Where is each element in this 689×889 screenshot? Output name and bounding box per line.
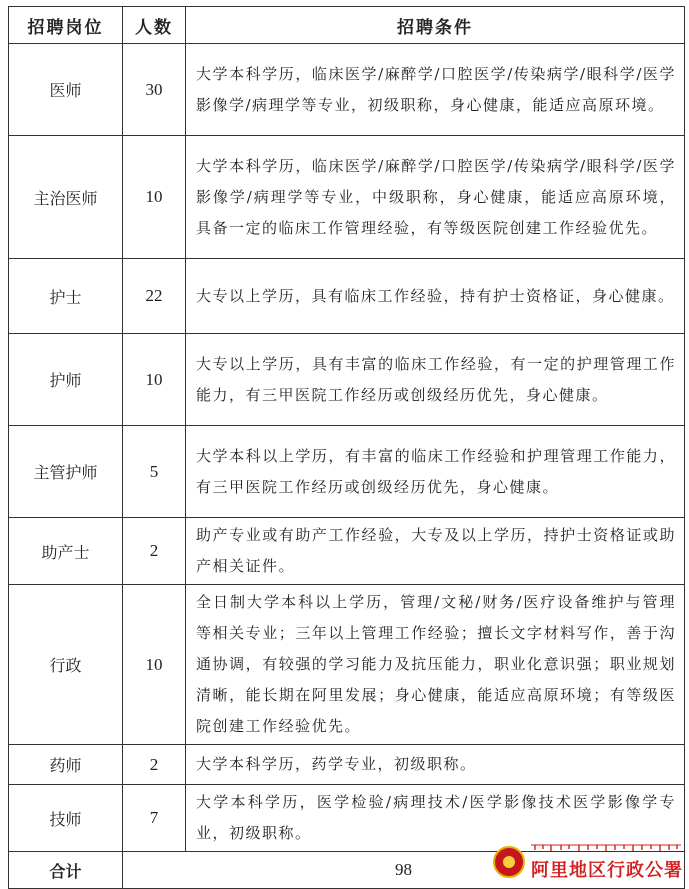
requirements-cell: 大专以上学历，具有丰富的临床工作经验，有一定的护理管理工作能力，有三甲医院工作经历或创级经历优先，身心健康。 xyxy=(186,334,685,426)
requirements-cell: 大学本科以上学历，有丰富的临床工作经验和护理管理工作能力，有三甲医院工作经历或创级经历优先，身心健康。 xyxy=(186,426,685,518)
count-cell: 2 xyxy=(123,518,186,585)
table-row xyxy=(9,426,685,518)
recruitment-table xyxy=(8,6,685,889)
count-cell: 2 xyxy=(123,745,186,785)
position-cell: 医师 xyxy=(9,44,123,136)
header-count: 人数 xyxy=(123,7,186,44)
table-row xyxy=(9,585,685,745)
count-cell: 10 xyxy=(123,585,186,745)
position-cell: 主管护师 xyxy=(9,426,123,518)
table-row xyxy=(9,518,685,585)
count-cell: 7 xyxy=(123,785,186,852)
count-cell: 22 xyxy=(123,259,186,334)
table-row xyxy=(9,259,685,334)
watermark xyxy=(493,842,683,880)
watermark-text: 阿里地区行政公署 xyxy=(531,860,683,881)
position-cell: 药师 xyxy=(9,745,123,785)
table-row xyxy=(9,44,685,136)
requirements-cell: 大学本科学历，药学专业，初级职称。 xyxy=(186,745,685,785)
header-position: 招聘岗位 xyxy=(9,7,123,44)
count-cell: 30 xyxy=(123,44,186,136)
total-value: 98 xyxy=(123,852,685,889)
requirements-cell: 大学本科学历，临床医学/麻醉学/口腔医学/传染病学/眼科学/医学影像学/病理学等专业，中级职称，身心健康，能适应高原环境，具备一定的临床工作管理经验，有等级医院创建工作经验优先。 xyxy=(186,136,685,259)
national-emblem-icon xyxy=(493,846,525,878)
position-cell: 护师 xyxy=(9,334,123,426)
count-cell: 10 xyxy=(123,334,186,426)
position-cell: 主治医师 xyxy=(9,136,123,259)
total-label: 合计 xyxy=(9,852,123,889)
position-cell: 行政 xyxy=(9,585,123,745)
count-cell: 10 xyxy=(123,136,186,259)
table-header-row xyxy=(9,7,685,44)
position-cell: 助产士 xyxy=(9,518,123,585)
tibetan-script-line xyxy=(531,842,681,852)
table-row xyxy=(9,136,685,259)
requirements-cell: 大专以上学历，具有临床工作经验，持有护士资格证，身心健康。 xyxy=(186,259,685,334)
table-row xyxy=(9,745,685,785)
position-cell: 护士 xyxy=(9,259,123,334)
header-requirements: 招聘条件 xyxy=(186,7,685,44)
table-row xyxy=(9,334,685,426)
count-cell: 5 xyxy=(123,426,186,518)
requirements-cell: 助产专业或有助产工作经验，大专及以上学历，持护士资格证或助产相关证件。 xyxy=(186,518,685,585)
requirements-cell: 大学本科学历，医学检验/病理技术/医学影像技术医学影像学专业，初级职称。 xyxy=(186,785,685,852)
requirements-cell: 全日制大学本科以上学历，管理/文秘/财务/医疗设备维护与管理等相关专业；三年以上管理工作经验；擅长文字材料写作，善于沟通协调，有较强的学习能力及抗压能力，职业化意识强；职业规划清晰，能长期在阿里发展；身心健康，能适应高原环境；有等级医院创建工作经验优先。 xyxy=(186,585,685,745)
position-cell: 技师 xyxy=(9,785,123,852)
requirements-cell: 大学本科学历，临床医学/麻醉学/口腔医学/传染病学/眼科学/医学影像学/病理学等专业，初级职称，身心健康，能适应高原环境。 xyxy=(186,44,685,136)
